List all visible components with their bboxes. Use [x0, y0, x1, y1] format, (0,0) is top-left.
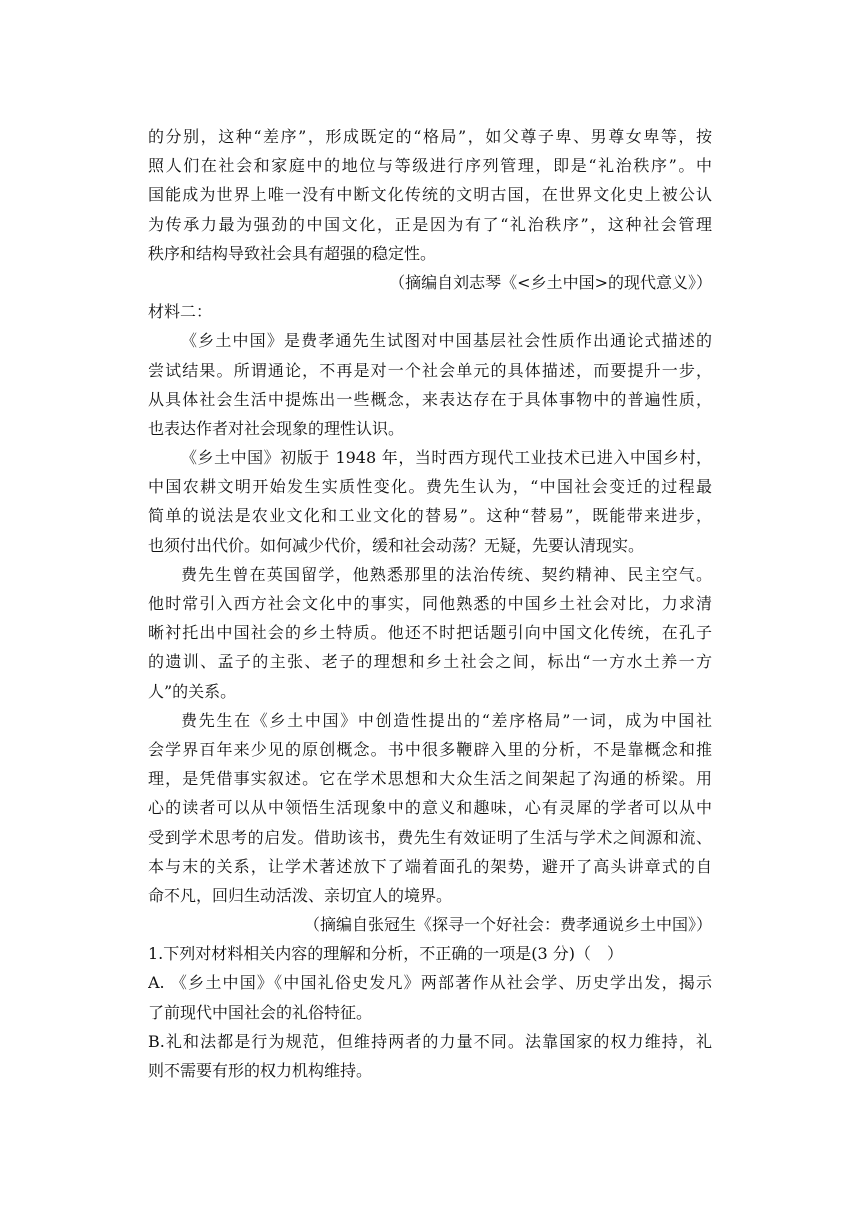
- option-b: [148, 1027, 712, 1085]
- text-line: 国能成为世界上唯一没有中断文化传统的文明古国，在世界文化史上被公认: [148, 185, 712, 205]
- text-line: B.礼和法都是行为规范，但维持两者的力量不同。法靠国家的权力维持，礼: [148, 1031, 712, 1051]
- text-line: 照人们在社会和家庭中的地位与等级进行序列管理，即是“礼治秩序”。中: [148, 156, 712, 176]
- text-line: 秩序和结构导致社会具有超强的稳定性。: [148, 243, 437, 263]
- text-line: 他时常引入西方社会文化中的事实，同他熟悉的中国乡土社会对比，力求清: [148, 594, 712, 613]
- text-line: 费先生曾在英国留学，他熟悉那里的法治传统、契约精神、民主空气。: [181, 564, 712, 584]
- paragraph-material-one-continued: [148, 122, 712, 268]
- paragraph: [148, 706, 712, 910]
- text-line: 了前现代中国社会的礼俗特征。: [148, 1002, 373, 1022]
- text-line: 的遗训、孟子的主张、老子的理想和乡土社会之间，标出“一方水土养一方: [148, 652, 712, 672]
- source-citation-material-two: （摘编自张冠生《探寻一个好社会：费孝通说乡土中国》）: [303, 915, 712, 935]
- text-line: 从具体社会生活中提炼出一些概念，来表达存在于具体事物中的普遍性质，: [148, 389, 712, 409]
- text-line: 人”的关系。: [148, 681, 237, 701]
- text-line: 尝试结果。所谓通论，不再是对一个社会单元的具体描述，而要提升一步，: [148, 360, 712, 380]
- text-line: 《乡土中国》是费孝通先生试图对中国基层社会性质作出通论式描述的: [181, 331, 712, 351]
- text-line: 心的读者可以从中领悟生活现象中的意义和趣味，心有灵犀的学者可以从中: [148, 798, 712, 818]
- source-citation-material-one: （摘编自刘志琴《<乡土中国>的现代意义》）: [389, 272, 712, 292]
- text-line: 《乡土中国》初版于 1948 年，当时西方现代工业技术已进入中国乡村，: [181, 448, 712, 468]
- question-stem: 1.下列对材料相关内容的理解和分析，不正确的一项是(3 分)（ ）: [148, 944, 624, 964]
- text-line: A. 《乡土中国》《中国礼俗史发凡》两部著作从社会学、历史学出发，揭示: [148, 973, 712, 993]
- paragraph: [148, 443, 712, 560]
- text-line: 简单的说法是农业文化和工业文化的替易”。这种“替易”，既能带来进步，: [148, 506, 712, 526]
- paragraph: [148, 326, 712, 443]
- text-line: 本与末的关系，让学术著述放下了端着面孔的架势，避开了高头讲章式的自: [148, 856, 712, 876]
- text-line: 晰衬托出中国社会的乡土特质。他还不时把话题引向中国文化传统，在孔子: [148, 623, 712, 643]
- text-line: 则不需要有形的权力机构维持。: [148, 1061, 373, 1080]
- text-line: 理，是凭借事实叙述。它在学术思想和大众生活之间架起了沟通的桥梁。用: [148, 769, 712, 789]
- material-two-heading: 材料二：: [148, 302, 213, 322]
- text-line: 也须付出代价。如何减少代价，缓和社会动荡？无疑，先要认清现实。: [148, 535, 645, 555]
- text-line: 受到学术思考的启发。借助该书，费先生有效证明了生活与学术之间源和流、: [148, 827, 712, 847]
- text-line: 命不凡，回归生动活泼、亲切宜人的境界。: [148, 885, 453, 905]
- text-line: 中国农耕文明开始发生实质性变化。费先生认为，“中国社会变迁的过程最: [148, 477, 712, 497]
- text-line: 会学界百年来少见的原创概念。书中很多鞭辟入里的分析，不是靠概念和推: [148, 739, 712, 759]
- text-line: 费先生在《乡土中国》中创造性提出的“差序格局”一词，成为中国社: [181, 710, 712, 730]
- paragraph: [148, 560, 712, 706]
- text-line: 为传承力最为强劲的中国文化，正是因为有了“礼治秩序”，这种社会管理: [148, 214, 712, 234]
- option-a: [148, 968, 712, 1026]
- text-line: 也表达作者对社会现象的理性认识。: [148, 418, 405, 438]
- text-line: 的分别，这种“差序”，形成既定的“格局”，如父尊子卑、男尊女卑等，按: [148, 127, 712, 146]
